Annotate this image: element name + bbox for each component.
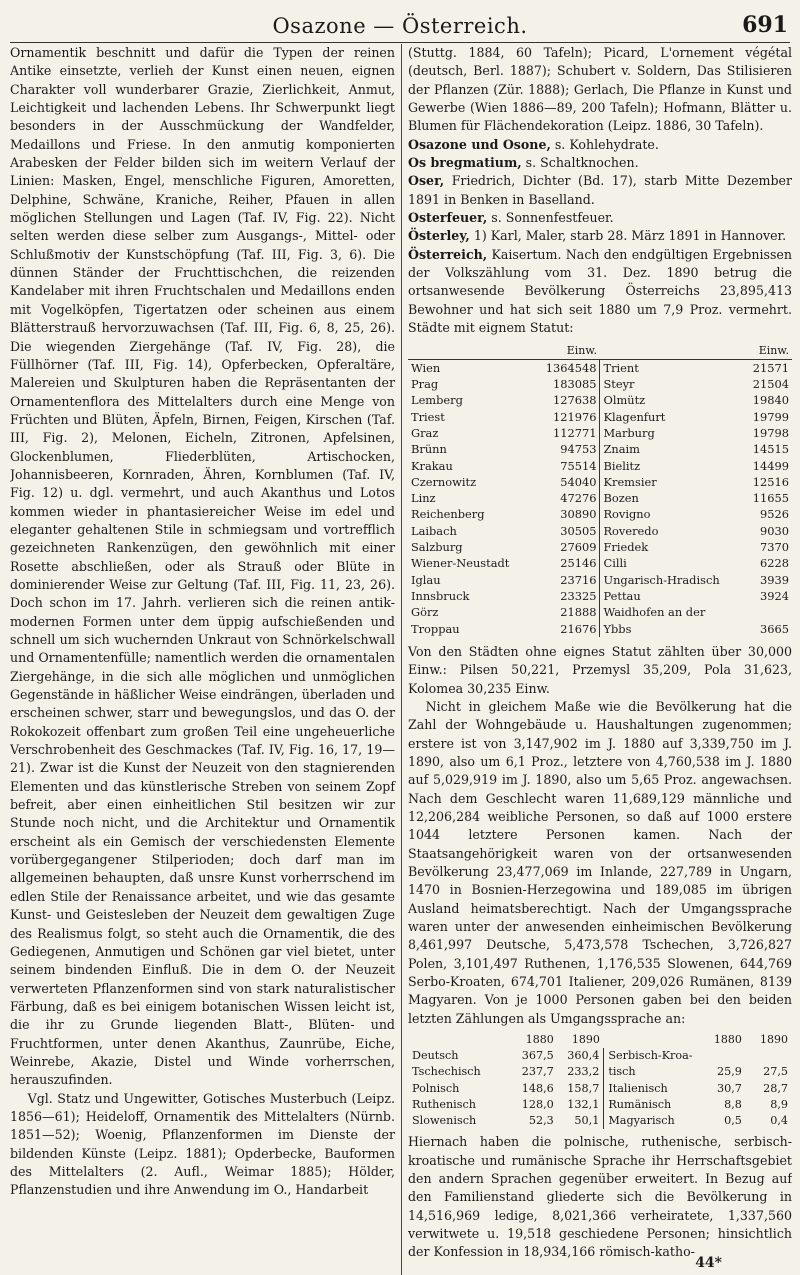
- table-row: [408, 1097, 792, 1113]
- year-header: 1890: [760, 1033, 788, 1047]
- population-value: 121976: [553, 409, 597, 424]
- literature-continuation: (Stuttg. 1884, 60 Tafeln); Picard, L'ornement végétal (deutsch, Berl. 1887); Schubert v. Soldern, Das Stilisieren der Pflanzen (Zür. 1888); Gerlach, Die Pflanze in Kunst und Gewerbe (Wien 1886—89, 200 Tafeln); Hofmann, Blätter u. Blumen für Flächendekoration (Leipz. 1886, 30 Tafeln).: [408, 45, 792, 134]
- table-row: [408, 458, 792, 474]
- language-name: tisch: [604, 1064, 700, 1080]
- population-value: 11655: [752, 491, 789, 506]
- table-row: [408, 539, 792, 555]
- year-header: 1880: [525, 1033, 554, 1047]
- language-name: Polnisch: [412, 1081, 460, 1095]
- population-value: 94753: [560, 442, 597, 457]
- table-row: [408, 392, 792, 408]
- city-name: Bozen: [600, 490, 723, 506]
- population-value: 19799: [752, 409, 789, 424]
- share-value: 132,1: [567, 1097, 600, 1111]
- population-value: 3924: [760, 588, 789, 603]
- share-value: 0,5: [724, 1114, 742, 1128]
- share-value: 148,6: [521, 1081, 554, 1095]
- city-name: Salzburg: [411, 540, 463, 555]
- table-header-row: [408, 343, 792, 360]
- text-columns: [10, 44, 792, 1275]
- ornament-paragraph: Ornamentik beschnitt und dafür die Typen der reinen Antike einsetzte, verlieh der Kunst einen neuen, eignen Charakter voll wunderbarer Grazie, Zierlichkeit, Anmut, Leichtigkeit und lachenden Lebens. Ihr Schwerpunkt liegt besonders in der Ausschmückung der Wandfelder, Medaillons und Friese. In den anmutig komponierten Arabesken der Felder bilden sich im weitern Verlauf der Linien: Masken, Engel, menschliche Figuren, Amoretten, Delphine, Schwäne, Kraniche, Reiher, Pfauen in allen möglichen Stellungen und Lagen (Taf. IV, Fig. 22). Nicht selten werden diese selber zum Ausgangs-, Mittel- oder Schlußmotiv der Kunstschöpfung (Taf. III, Fig. 3, 6). Die dünnen Ständer der Fruchttischchen, die reizenden Kandelaber mit ihren Fruchtschalen und Medaillons enden mit Vogelköpfen, Tigertatzen oder scheinen aus einem Blätterstrauß hervorzuwachsen (Taf. III, Fig. 6, 8, 25, 26). Die wiegenden Ziergehänge (Taf. IV, Fig. 28), die Füllhörner (Taf. III, Fig. 14), Opferbecken, Opferaltäre, Malereien und Skulpturen haben die Repräsentanten der Ornamentenflora des Mittelalters durch eine Menge von Früchten und Blüten, Äpfeln, Birnen, Feigen, Kirschen (Taf. III, Fig. 2), Melonen, Eicheln, Zitronen, Apfelsinen, Glockenblumen, Fliederblüten, Artischocken, Johannisbeeren, Kornraden, Ähren, Kornblumen (Taf. IV, Fig. 12) u. dgl. vermehrt, und auch Akanthus und Lotos kommen wieder in phantasiereicher Weise im edel und eleganter gehaltenen Stile in schmiegsam und vortrefflich gezeichneten Rankenzügen, den gewöhnlich mit einer Rosette abschließen, oder als Strauß oder Blüte in dominierender Weise zur Geltung (Taf. III, Fig. 11, 23, 26). Doch schon im 17. Jahrh. verlieren sich die reinen antik-modernen Formen unter dem üppig aufschießenden und schnell um sich wuchernden Unkraut von Schnörkelschwall und Ornamentenfülle; namentlich werden die ornamentalen Ziergehänge, in die sich alle möglichen und unmöglichen Gegenstände in häßlicher Weise eindrängen, überladen und erscheinen schwer, starr und bewegungslos, und das O. der Rokokozeit offenbart zum großen Teil eine ungeheuerliche Verschrobenheit des Geschmackes (Taf. IV, Fig. 16, 17, 19—21). Zwar ist die Kunst der Neuzeit von den stagnierenden Elementen und das künstlerische Streben von seinem Zopf befreit, aber einen einheitlichen Stil besitzen wir zur Stunde noch nicht, und die Architektur und Ornamentik erscheint als ein Gemisch der verschiedensten Elemente vorübergegangener Stilperioden; doch darf man im allgemeinen behaupten, daß unsre Kunst vorherrschend im edlen Stile der Renaissance arbeitet, und wie das gesamte Kunst- und Geistesleben der Neuzeit dem gewaltigen Zuge des Realismus folgt, so steht auch die Ornamentik, die des Gediegenen, Anmutigen und Schönen gar viel bietet, unter seinem bindenden Einfluß. Die in dem O. der Neuzeit verwerteten Pflanzenformen sind von stark naturalistischer Färbung, daß es bei einigem botanischen Wissen leicht ist, die ihr zu Grunde liegenden Blatt-, Blüten- und Fruchtformen, unter denen Akanthus, Zaunrübe, Eiche, Weinrebe, Akazie, Distel und Winde vorherrschen, herauszufinden.: [10, 45, 395, 1088]
- table-row: [408, 1064, 792, 1080]
- page-header: [10, 8, 790, 43]
- population-value: 1364548: [545, 360, 597, 375]
- entry-text: 1) Karl, Maler, starb 28. März 1891 in Hannover.: [469, 228, 787, 244]
- left-column: [10, 44, 401, 1275]
- entry-text: Kaisertum. Nach den endgültigen Ergebnissen der Volkszählung vom 31. Dez. 1890 betrug die ortsanwesende Bevölkerung Österreichs 23,895,413 Bewohner und hat sich seit 1880 um 7,9 Proz. vermehrt. Städte mit eignem Statut:: [408, 246, 792, 336]
- entry-osazone: [408, 136, 792, 154]
- entry-head: Oser,: [408, 173, 445, 189]
- population-value: 3939: [760, 572, 789, 587]
- population-value: 9030: [760, 523, 789, 538]
- entry-head: Os bregmatium,: [408, 155, 522, 171]
- city-name: Triest: [411, 409, 445, 424]
- running-head: Osazone — Österreich.: [272, 14, 528, 38]
- entry-head: Osterfeuer,: [408, 210, 488, 226]
- population-value: 21571: [752, 360, 789, 375]
- entry-text: Friedrich, Dichter (Bd. 17), starb Mitte Dezember 1891 in Benken in Baselland.: [408, 173, 792, 207]
- table-row: [408, 1081, 792, 1097]
- population-value: 25146: [560, 556, 597, 571]
- city-name: Olmütz: [600, 392, 723, 408]
- table-row: [408, 474, 792, 490]
- table-row: [408, 555, 792, 571]
- language-name: Tschechisch: [412, 1065, 481, 1079]
- city-name: Krakau: [411, 458, 453, 473]
- city-name: Steyr: [600, 376, 723, 392]
- city-name: Laibach: [411, 523, 457, 538]
- language-name: Deutsch: [412, 1049, 459, 1063]
- entry-head: Österley,: [408, 228, 470, 244]
- table-row: [408, 425, 792, 441]
- population-value: 30890: [560, 507, 597, 522]
- language-name: Rumänisch: [604, 1097, 700, 1113]
- population-value: 21676: [560, 621, 597, 636]
- table-row: [408, 604, 792, 620]
- population-value: 23325: [560, 588, 597, 603]
- share-value: 28,7: [763, 1081, 788, 1095]
- share-value: 237,7: [521, 1065, 554, 1079]
- table-header-row: [408, 1032, 792, 1048]
- share-value: 233,2: [567, 1065, 600, 1079]
- city-name: Innsbruck: [411, 588, 470, 603]
- population-value: 14499: [752, 458, 789, 473]
- language-name: Magyarisch: [604, 1113, 700, 1129]
- share-value: 128,0: [521, 1097, 554, 1111]
- table-row: [408, 441, 792, 457]
- population-value: 54040: [560, 474, 597, 489]
- share-value: 367,5: [521, 1049, 554, 1063]
- population-value: 19798: [752, 425, 789, 440]
- table-row: [408, 572, 792, 588]
- city-population-table: [408, 343, 792, 637]
- signature-mark: 44*: [695, 1255, 722, 1271]
- year-header: 1890: [571, 1033, 600, 1047]
- population-value: 3665: [760, 621, 789, 636]
- language-table: [408, 1032, 792, 1129]
- table-row: [408, 376, 792, 392]
- entry-text: s. Sonnenfestfeuer.: [487, 210, 614, 226]
- share-value: 158,7: [567, 1081, 600, 1095]
- population-value: 23716: [560, 572, 597, 587]
- share-value: 8,9: [770, 1097, 788, 1111]
- population-value: 75514: [560, 458, 597, 473]
- city-name: Pettau: [600, 588, 723, 604]
- cities-paragraph: Von den Städten ohne eignes Statut zählten über 30,000 Einw.: Pilsen 50,221, Przemysl 35,209, Pola 31,623, Kolomea 30,235 Einw.: [408, 643, 792, 696]
- entry-os-bregmatium: [408, 154, 792, 172]
- share-value: 52,3: [528, 1114, 554, 1128]
- table-row: [408, 621, 792, 637]
- table-row: [408, 523, 792, 539]
- share-value: 30,7: [716, 1081, 742, 1095]
- city-name: Friedek: [600, 539, 723, 555]
- table-row: [408, 1113, 792, 1129]
- population-value: 27609: [560, 540, 597, 555]
- city-name: Trient: [600, 359, 723, 376]
- city-name: Brünn: [411, 442, 447, 457]
- city-name: Reichenberg: [411, 507, 485, 522]
- city-name: Iglau: [411, 572, 441, 587]
- city-name: Wiener-Neustadt: [411, 556, 510, 571]
- table-row: [408, 490, 792, 506]
- share-value: 360,4: [567, 1049, 600, 1063]
- language-name: Slowenisch: [412, 1114, 477, 1128]
- entry-text: s. Schaltknochen.: [521, 155, 639, 171]
- population-value: 21888: [560, 605, 597, 620]
- city-name: Graz: [411, 425, 439, 440]
- entry-head: Österreich,: [408, 246, 488, 262]
- population-value: 7370: [760, 540, 789, 555]
- language-name: Italienisch: [604, 1081, 700, 1097]
- population-value: 9526: [760, 507, 789, 522]
- entry-head: Osazone und Osone,: [408, 136, 551, 152]
- city-name: Ybbs: [600, 621, 723, 637]
- population-value: 6228: [760, 556, 789, 571]
- city-name: Kremsier: [600, 474, 723, 490]
- entry-text: s. Kohlehydrate.: [550, 136, 659, 152]
- right-column: [401, 44, 792, 1275]
- entry-oser: [408, 172, 792, 209]
- population-value: 21504: [752, 377, 789, 392]
- language-name: Serbisch-Kroa-: [604, 1048, 700, 1064]
- population-value: 127638: [553, 393, 597, 408]
- population-value: 30505: [560, 523, 597, 538]
- language-name: Ruthenisch: [412, 1097, 476, 1111]
- table-row: [408, 588, 792, 604]
- city-name: Linz: [411, 491, 436, 506]
- city-name: Görz: [411, 605, 439, 620]
- table-row: [408, 409, 792, 425]
- city-name: Rovigno: [600, 506, 723, 522]
- population-value: [723, 604, 792, 620]
- city-name: Prag: [411, 377, 439, 392]
- population-value: 14515: [752, 442, 789, 457]
- table-row: [408, 1048, 792, 1064]
- population-value: 47276: [560, 491, 597, 506]
- column-header: Einw.: [523, 343, 600, 360]
- city-name: Lemberg: [411, 393, 463, 408]
- entry-oesterreich: [408, 246, 792, 338]
- share-value: 8,8: [724, 1097, 742, 1111]
- city-name: Cilli: [600, 555, 723, 571]
- share-value: [746, 1048, 792, 1064]
- entry-osterfeuer: [408, 209, 792, 227]
- city-name: Marburg: [600, 425, 723, 441]
- households-paragraph: Nicht in gleichem Maße wie die Bevölkerung hat die Zahl der Wohngebäude u. Haushaltungen zugenommen; erstere ist von 3,147,902 im J. 1880 auf 3,339,750 im J. 1890, also um 6,1 Proz., letztere von 4,760,538 im J. 1880 auf 5,029,919 im J. 1890, also um 5,65 Proz. angewachsen. Nach dem Geschlecht waren 11,689,129 männliche und 12,206,284 weibliche Personen, so daß auf 1000 erstere 1044 letztere Personen kamen. Nach der Staatsangehörigkeit waren von der ortsanwesenden Bevölkerung 23,477,069 im Inlande, 227,789 in Ungarn, 1470 in Bosnien-Herzegowina und 189,085 im übrigen Ausland heimatsberechtigt. Nach der Umgangssprache waren unter der anwesenden einheimischen Bevölkerung 8,461,997 Deutsche, 5,473,578 Tschechen, 3,726,827 Polen, 3,101,497 Ruthenen, 1,176,535 Slowenen, 644,769 Serbo-Kroaten, 674,701 Italiener, 209,026 Rumänen, 8139 Magyaren. Von je 1000 Personen gaben bei den beiden letzten Zählungen als Umgangssprache an:: [408, 698, 792, 1026]
- city-name: Znaim: [600, 441, 723, 457]
- city-name: Waidhofen an der: [600, 604, 723, 620]
- year-header: 1880: [713, 1033, 742, 1047]
- population-value: 183085: [553, 377, 597, 392]
- city-name: Czernowitz: [411, 474, 477, 489]
- city-name: Roveredo: [600, 523, 723, 539]
- share-value: 25,9: [716, 1065, 742, 1079]
- share-value: [700, 1048, 746, 1064]
- city-name: Klagenfurt: [600, 409, 723, 425]
- population-value: 19840: [752, 393, 789, 408]
- entry-oesterley: [408, 227, 792, 245]
- city-name: Bielitz: [600, 458, 723, 474]
- city-name: Troppau: [411, 621, 460, 636]
- page-number: 691: [742, 12, 788, 38]
- share-value: 50,1: [574, 1114, 600, 1128]
- final-paragraph: Hiernach haben die polnische, ruthenische, serbisch-kroatische und rumänische Sprache ihr Herrschaftsgebiet den andern Sprachen gegenüber erweitert. In Bezug auf den Familienstand gliederte sich die Bevölkerung in 14,516,969 ledige, 8,021,366 verheiratete, 1,337,560 verwitwete u. 19,518 geschiedene Personen; hinsichtlich der Konfession in 18,934,166 römisch-katho-: [408, 1134, 792, 1260]
- literature-paragraph: Vgl. Statz und Ungewitter, Gotisches Musterbuch (Leipz. 1856—61); Heideloff, Ornamentik des Mittelalters (Nürnb. 1851—52); Woenig, Pflanzenformen im Dienste der bildenden Künste (Leipz. 1881); Opderbecke, Bauformen des Mittelalters (2. Aufl., Weimar 1885); Hölder, Pflanzenstudien und ihre Anwendung im O., Handarbeit: [10, 1090, 395, 1198]
- share-value: 27,5: [763, 1065, 788, 1079]
- share-value: 0,4: [770, 1114, 788, 1128]
- table-row: [408, 359, 792, 376]
- city-name: Ungarisch-Hradisch: [600, 572, 723, 588]
- population-value: 12516: [752, 474, 789, 489]
- population-value: 112771: [553, 425, 597, 440]
- table-row: [408, 506, 792, 522]
- column-header: Einw.: [723, 343, 792, 360]
- city-name: Wien: [411, 360, 441, 375]
